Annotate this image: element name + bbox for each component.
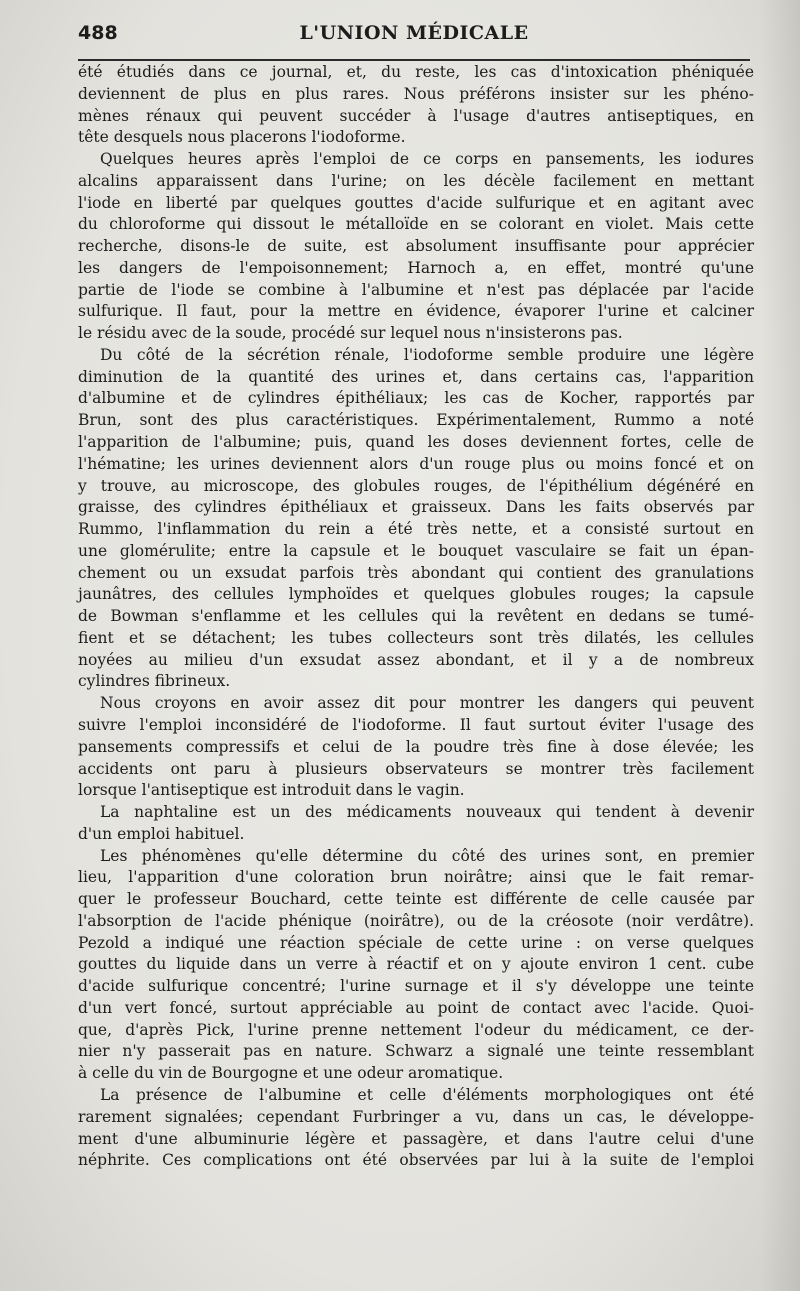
text-line: lieu, l'apparition d'une coloration brun noirâtre; ainsi que le fait remar- xyxy=(78,868,754,887)
text-line: du chloroforme qui dissout le métalloïde en se colorant en violet. Mais cette xyxy=(78,215,754,234)
text-line: Quelques heures après l'emploi de ce corps en pansements, les iodures xyxy=(100,150,754,169)
text-line: deviennent de plus en plus rares. Nous préférons insister sur les phéno- xyxy=(78,84,754,103)
body-text xyxy=(78,62,754,1172)
text-line: de Bowman s'enflamme et les cellules qui la revêtent en dedans se tumé- xyxy=(78,607,754,626)
text-line: à celle du vin de Bourgogne et une odeur aromatique. xyxy=(78,1064,504,1083)
text-line: été étudiés dans ce journal, et, du reste, les cas d'intoxication phéniquée xyxy=(78,63,754,81)
page-edge-shadow xyxy=(760,0,800,1291)
text-line: recherche, disons-le de suite, est absolument insuffisante pour apprécier xyxy=(78,237,754,256)
text-line: rarement signalées; cependant Furbringer a vu, dans un cas, le développe- xyxy=(78,1107,754,1126)
text-line: d'un vert foncé, surtout appréciable au point de contact avec l'acide. Quoi- xyxy=(78,998,754,1017)
running-title: L'UNION MÉDICALE xyxy=(299,22,529,44)
text-line: le résidu avec de la soude, procédé sur lequel nous n'insisterons pas. xyxy=(78,324,623,343)
text-line: ment d'une albuminurie légère et passagère, et dans l'autre celui d'une xyxy=(78,1129,754,1148)
text-line: l'apparition de l'albumine; puis, quand les doses deviennent fortes, celle de xyxy=(78,433,754,452)
text-line: sulfurique. Il faut, pour la mettre en évidence, évaporer l'urine et calciner xyxy=(78,302,754,321)
text-line: Les phénomènes qu'elle détermine du côté des urines sont, en premier xyxy=(100,846,754,865)
text-line: l'hématine; les urines deviennent alors d'un rouge plus ou moins foncé et on xyxy=(78,454,754,473)
text-line: les dangers de l'empoisonnement; Harnoch a, en effet, montré qu'une xyxy=(78,258,754,277)
text-line: lorsque l'antiseptique est introduit dans le vagin. xyxy=(78,781,465,800)
text-line: que, d'après Pick, l'urine prenne nettement l'odeur du médicament, ce der- xyxy=(78,1020,754,1039)
text-line: d'un emploi habituel. xyxy=(78,824,245,843)
text-line: cylindres fibrineux. xyxy=(78,672,231,691)
text-line: mènes rénaux qui peuvent succéder à l'usage d'autres antiseptiques, en xyxy=(78,106,754,125)
text-line: Brun, sont des plus caractéristiques. Expérimentalement, Rummo a noté xyxy=(78,411,754,430)
text-line: Rummo, l'inflammation du rein a été très nette, et a consisté surtout en xyxy=(78,520,754,539)
page-header xyxy=(78,22,750,48)
text-line: suivre l'emploi inconsidéré de l'iodoforme. Il faut surtout éviter l'usage des xyxy=(78,715,754,734)
text-line: quer le professeur Bouchard, cette teinte est différente de celle causée par xyxy=(78,890,754,909)
text-line: une glomérulite; entre la capsule et le bouquet vasculaire se fait un épan- xyxy=(78,541,754,560)
text-line: d'albumine et de cylindres épithéliaux; les cas de Kocher, rapportés par xyxy=(78,389,754,408)
text-line: chement ou un exsudat parfois très abondant qui contient des granulations xyxy=(78,563,754,582)
text-line: pansements compressifs et celui de la poudre très fine à dose élevée; les xyxy=(78,737,754,756)
header-rule xyxy=(78,59,750,61)
text-line: alcalins apparaissent dans l'urine; on les décèle facilement en mettant xyxy=(78,171,754,190)
text-line: diminution de la quantité des urines et, dans certains cas, l'apparition xyxy=(78,367,754,386)
text-line: accidents ont paru à plusieurs observateurs se montrer très facilement xyxy=(78,759,754,778)
text-line: néphrite. Ces complications ont été observées par lui à la suite de l'emploi xyxy=(78,1151,754,1170)
text-line: fient et se détachent; les tubes collecteurs sont très dilatés, les cellules xyxy=(78,628,754,647)
text-line: y trouve, au microscope, des globules rouges, de l'épithélium dégénéré en xyxy=(78,476,754,495)
text-line: graisse, des cylindres épithéliaux et graisseux. Dans les faits observés par xyxy=(78,498,754,517)
text-line: noyées au milieu d'un exsudat assez abondant, et il y a de nombreux xyxy=(78,650,754,669)
text-line: d'acide sulfurique concentré; l'urine surnage et il s'y développe une teinte xyxy=(78,977,754,996)
text-line: tête desquels nous placerons l'iodoforme. xyxy=(78,128,406,147)
text-line: partie de l'iode se combine à l'albumine et n'est pas déplacée par l'acide xyxy=(78,280,754,299)
text-line: jaunâtres, des cellules lymphoïdes et quelques globules rouges; la capsule xyxy=(78,585,754,604)
text-line: La naphtaline est un des médicaments nouveaux qui tendent à devenir xyxy=(100,803,754,822)
text-line: Du côté de la sécrétion rénale, l'iodoforme semble produire une légère xyxy=(100,345,754,364)
text-line: l'iode en liberté par quelques gouttes d'acide sulfurique et en agitant avec xyxy=(78,193,754,212)
text-line: Nous croyons en avoir assez dit pour montrer les dangers qui peuvent xyxy=(100,694,754,713)
text-line: l'absorption de l'acide phénique (noirâtre), ou de la créosote (noir verdâtre). xyxy=(78,911,754,930)
text-line: nier n'y passerait pas en nature. Schwarz a signalé une teinte ressemblant xyxy=(78,1042,754,1061)
text-line: gouttes du liquide dans un verre à réactif et on y ajoute environ 1 cent. cube xyxy=(78,955,754,974)
page-number: 488 xyxy=(78,22,118,44)
text-line: La présence de l'albumine et celle d'éléments morphologiques ont été xyxy=(100,1085,754,1104)
text-line: Pezold a indiqué une réaction spéciale de cette urine : on verse quelques xyxy=(78,933,754,952)
